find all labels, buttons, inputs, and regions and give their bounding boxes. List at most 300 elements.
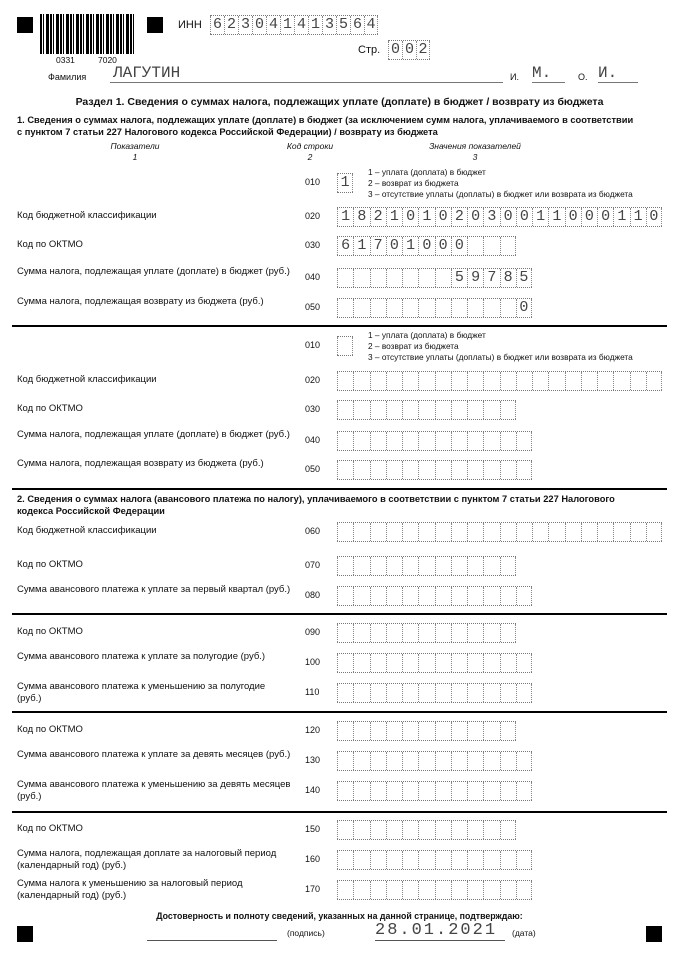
digit-cell[interactable] [370, 557, 386, 575]
digit-cell[interactable] [483, 587, 499, 605]
digit-cell[interactable] [467, 432, 483, 450]
digit-cell[interactable] [386, 851, 402, 869]
digit-cell[interactable]: 7 [483, 269, 499, 287]
digit-cell[interactable]: 1 [353, 237, 369, 255]
digit-cell[interactable] [337, 401, 353, 419]
digit-cell[interactable]: 1 [532, 208, 548, 226]
digit-cell[interactable] [386, 401, 402, 419]
digit-cell[interactable] [337, 722, 353, 740]
value-field[interactable] [337, 751, 532, 771]
digit-cell[interactable] [483, 237, 499, 255]
digit-cell[interactable] [581, 372, 597, 390]
digit-cell[interactable] [353, 782, 369, 800]
digit-cell[interactable] [386, 461, 402, 479]
digit-cell[interactable]: 3 [322, 16, 336, 34]
digit-cell[interactable]: 0 [646, 208, 662, 226]
digit-cell[interactable] [418, 752, 434, 770]
digit-cell[interactable] [467, 881, 483, 899]
digit-cell[interactable] [630, 372, 646, 390]
digit-cell[interactable] [353, 299, 369, 317]
digit-cell[interactable] [435, 587, 451, 605]
digit-cell[interactable] [516, 587, 532, 605]
digit-cell[interactable] [353, 881, 369, 899]
value-field[interactable] [337, 460, 532, 480]
digit-cell[interactable]: 8 [500, 269, 516, 287]
initial-name-field[interactable]: М. [532, 64, 565, 83]
digit-cell[interactable] [500, 654, 516, 672]
digit-cell[interactable]: 1 [613, 208, 629, 226]
digit-cell[interactable] [386, 722, 402, 740]
digit-cell[interactable] [451, 299, 467, 317]
digit-cell[interactable] [646, 523, 662, 541]
digit-cell[interactable] [370, 722, 386, 740]
digit-cell[interactable] [532, 372, 548, 390]
digit-cell[interactable] [516, 654, 532, 672]
digit-cell[interactable] [435, 782, 451, 800]
digit-cell[interactable] [370, 881, 386, 899]
digit-cell[interactable] [483, 624, 499, 642]
digit-cell[interactable]: 1 [280, 16, 294, 34]
value-field[interactable] [337, 586, 532, 606]
digit-cell[interactable] [630, 523, 646, 541]
digit-cell[interactable]: 4 [294, 16, 308, 34]
digit-cell[interactable] [500, 557, 516, 575]
digit-cell[interactable] [402, 684, 418, 702]
digit-cell[interactable] [451, 461, 467, 479]
digit-cell[interactable] [386, 269, 402, 287]
digit-cell[interactable] [337, 782, 353, 800]
digit-cell[interactable]: 1 [548, 208, 564, 226]
digit-cell[interactable] [418, 299, 434, 317]
digit-cell[interactable] [483, 722, 499, 740]
digit-cell[interactable] [500, 587, 516, 605]
digit-cell[interactable]: 2 [370, 208, 386, 226]
digit-cell[interactable]: 1 [308, 16, 322, 34]
digit-cell[interactable] [370, 269, 386, 287]
digit-cell[interactable] [402, 523, 418, 541]
digit-cell[interactable] [483, 372, 499, 390]
digit-cell[interactable] [402, 722, 418, 740]
digit-cell[interactable] [451, 587, 467, 605]
digit-cell[interactable] [435, 523, 451, 541]
digit-cell[interactable]: 1 [337, 208, 353, 226]
digit-cell[interactable] [418, 821, 434, 839]
digit-cell[interactable] [418, 432, 434, 450]
digit-cell[interactable] [435, 752, 451, 770]
digit-cell[interactable] [500, 461, 516, 479]
digit-cell[interactable] [435, 624, 451, 642]
digit-cell[interactable] [353, 684, 369, 702]
digit-cell[interactable]: 3 [238, 16, 252, 34]
digit-cell[interactable] [435, 722, 451, 740]
digit-cell[interactable]: 0 [402, 208, 418, 226]
digit-cell[interactable] [516, 752, 532, 770]
digit-cell[interactable]: 0 [500, 208, 516, 226]
digit-cell[interactable] [516, 881, 532, 899]
digit-cell[interactable] [370, 684, 386, 702]
digit-cell[interactable] [386, 821, 402, 839]
digit-cell[interactable] [370, 587, 386, 605]
digit-cell[interactable] [337, 821, 353, 839]
digit-cell[interactable]: 4 [266, 16, 280, 34]
digit-cell[interactable] [386, 299, 402, 317]
digit-cell[interactable]: 1 [386, 208, 402, 226]
value-field[interactable] [337, 820, 516, 840]
digit-cell[interactable] [353, 523, 369, 541]
digit-cell[interactable] [402, 587, 418, 605]
digit-cell[interactable] [467, 624, 483, 642]
digit-cell[interactable]: 8 [353, 208, 369, 226]
value-field[interactable] [337, 522, 662, 542]
digit-cell[interactable]: 2 [451, 208, 467, 226]
digit-cell[interactable] [386, 881, 402, 899]
digit-cell[interactable] [500, 523, 516, 541]
digit-cell[interactable]: 0 [435, 208, 451, 226]
digit-cell[interactable] [483, 881, 499, 899]
digit-cell[interactable] [337, 557, 353, 575]
digit-cell[interactable]: 0 [597, 208, 613, 226]
digit-cell[interactable] [500, 372, 516, 390]
digit-cell[interactable] [581, 523, 597, 541]
value-field[interactable] [337, 721, 516, 741]
digit-cell[interactable] [418, 722, 434, 740]
digit-cell[interactable] [402, 624, 418, 642]
value-field[interactable] [337, 298, 532, 318]
digit-cell[interactable] [467, 654, 483, 672]
digit-cell[interactable] [370, 654, 386, 672]
digit-cell[interactable] [451, 851, 467, 869]
inn-field[interactable] [210, 15, 378, 35]
digit-cell[interactable]: 1 [402, 237, 418, 255]
digit-cell[interactable] [386, 557, 402, 575]
digit-cell[interactable] [386, 782, 402, 800]
digit-cell[interactable]: 9 [467, 269, 483, 287]
digit-cell[interactable] [451, 372, 467, 390]
digit-cell[interactable] [613, 523, 629, 541]
signature-field[interactable] [147, 928, 277, 941]
digit-cell[interactable] [467, 372, 483, 390]
digit-cell[interactable] [451, 722, 467, 740]
digit-cell[interactable] [483, 461, 499, 479]
digit-cell[interactable] [483, 654, 499, 672]
digit-cell[interactable] [370, 461, 386, 479]
digit-cell[interactable] [451, 821, 467, 839]
digit-cell[interactable]: 6 [210, 16, 224, 34]
digit-cell[interactable] [418, 523, 434, 541]
digit-cell[interactable] [418, 269, 434, 287]
digit-cell[interactable] [370, 752, 386, 770]
digit-cell[interactable] [483, 299, 499, 317]
digit-cell[interactable]: 0 [252, 16, 266, 34]
value-field[interactable] [337, 236, 516, 256]
digit-cell[interactable] [435, 684, 451, 702]
digit-cell[interactable]: 0 [581, 208, 597, 226]
digit-cell[interactable] [402, 782, 418, 800]
digit-cell[interactable]: 1 [337, 174, 353, 192]
digit-cell[interactable] [516, 461, 532, 479]
digit-cell[interactable] [353, 269, 369, 287]
digit-cell[interactable] [337, 523, 353, 541]
digit-cell[interactable] [467, 722, 483, 740]
digit-cell[interactable] [353, 851, 369, 869]
value-field[interactable] [337, 556, 516, 576]
digit-cell[interactable] [370, 851, 386, 869]
digit-cell[interactable] [483, 401, 499, 419]
digit-cell[interactable] [500, 432, 516, 450]
digit-cell[interactable] [435, 654, 451, 672]
digit-cell[interactable] [337, 881, 353, 899]
digit-cell[interactable]: 0 [388, 41, 402, 59]
digit-cell[interactable] [370, 432, 386, 450]
digit-cell[interactable] [467, 752, 483, 770]
digit-cell[interactable] [418, 587, 434, 605]
digit-cell[interactable]: 6 [337, 237, 353, 255]
digit-cell[interactable] [370, 782, 386, 800]
digit-cell[interactable] [467, 237, 483, 255]
digit-cell[interactable] [337, 299, 353, 317]
digit-cell[interactable] [483, 432, 499, 450]
digit-cell[interactable] [597, 372, 613, 390]
digit-cell[interactable]: 0 [402, 41, 416, 59]
digit-cell[interactable] [418, 782, 434, 800]
digit-cell[interactable] [353, 654, 369, 672]
digit-cell[interactable] [337, 752, 353, 770]
digit-cell[interactable] [402, 372, 418, 390]
digit-cell[interactable] [386, 523, 402, 541]
digit-cell[interactable] [500, 401, 516, 419]
digit-cell[interactable] [516, 851, 532, 869]
digit-cell[interactable] [483, 851, 499, 869]
digit-cell[interactable] [418, 624, 434, 642]
digit-cell[interactable] [402, 881, 418, 899]
digit-cell[interactable] [613, 372, 629, 390]
digit-cell[interactable] [451, 401, 467, 419]
digit-cell[interactable] [451, 752, 467, 770]
digit-cell[interactable]: 0 [418, 237, 434, 255]
digit-cell[interactable] [500, 851, 516, 869]
digit-cell[interactable] [516, 523, 532, 541]
digit-cell[interactable]: 2 [224, 16, 238, 34]
digit-cell[interactable]: 2 [416, 41, 430, 59]
digit-cell[interactable] [386, 432, 402, 450]
digit-cell[interactable]: 0 [516, 208, 532, 226]
value-field[interactable] [337, 683, 532, 703]
initial-patronymic-field[interactable]: И. [598, 64, 638, 83]
date-field[interactable]: 28.01.2021 [375, 921, 505, 941]
digit-cell[interactable] [451, 432, 467, 450]
digit-cell[interactable] [565, 523, 581, 541]
surname-field[interactable]: ЛАГУТИН [110, 64, 503, 83]
digit-cell[interactable]: 5 [451, 269, 467, 287]
digit-cell[interactable] [402, 851, 418, 869]
value-field[interactable] [337, 173, 353, 193]
digit-cell[interactable] [483, 557, 499, 575]
digit-cell[interactable] [386, 624, 402, 642]
digit-cell[interactable] [337, 624, 353, 642]
digit-cell[interactable] [402, 269, 418, 287]
digit-cell[interactable] [353, 587, 369, 605]
value-field[interactable] [337, 207, 662, 227]
digit-cell[interactable] [467, 587, 483, 605]
digit-cell[interactable] [370, 523, 386, 541]
digit-cell[interactable]: 6 [350, 16, 364, 34]
value-field[interactable] [337, 371, 662, 391]
digit-cell[interactable] [402, 821, 418, 839]
digit-cell[interactable] [353, 821, 369, 839]
digit-cell[interactable] [467, 523, 483, 541]
value-field[interactable] [337, 880, 532, 900]
digit-cell[interactable] [500, 881, 516, 899]
digit-cell[interactable] [435, 299, 451, 317]
digit-cell[interactable] [337, 851, 353, 869]
digit-cell[interactable] [386, 684, 402, 702]
digit-cell[interactable] [337, 337, 353, 355]
digit-cell[interactable] [467, 557, 483, 575]
digit-cell[interactable] [435, 372, 451, 390]
digit-cell[interactable]: 0 [386, 237, 402, 255]
digit-cell[interactable] [516, 432, 532, 450]
digit-cell[interactable]: 0 [435, 237, 451, 255]
digit-cell[interactable] [451, 684, 467, 702]
value-field[interactable] [337, 268, 532, 288]
digit-cell[interactable] [337, 587, 353, 605]
digit-cell[interactable] [483, 821, 499, 839]
digit-cell[interactable] [451, 782, 467, 800]
digit-cell[interactable] [418, 654, 434, 672]
digit-cell[interactable] [500, 722, 516, 740]
digit-cell[interactable] [467, 821, 483, 839]
digit-cell[interactable] [451, 557, 467, 575]
digit-cell[interactable]: 7 [370, 237, 386, 255]
digit-cell[interactable] [370, 401, 386, 419]
value-field[interactable] [337, 623, 516, 643]
digit-cell[interactable] [386, 752, 402, 770]
digit-cell[interactable] [483, 523, 499, 541]
digit-cell[interactable] [435, 851, 451, 869]
digit-cell[interactable] [386, 587, 402, 605]
digit-cell[interactable] [386, 372, 402, 390]
digit-cell[interactable] [418, 372, 434, 390]
digit-cell[interactable] [337, 432, 353, 450]
digit-cell[interactable]: 0 [467, 208, 483, 226]
digit-cell[interactable]: 0 [516, 299, 532, 317]
digit-cell[interactable] [418, 461, 434, 479]
digit-cell[interactable]: 5 [336, 16, 350, 34]
digit-cell[interactable] [435, 557, 451, 575]
digit-cell[interactable] [500, 237, 516, 255]
digit-cell[interactable] [353, 461, 369, 479]
digit-cell[interactable] [435, 881, 451, 899]
digit-cell[interactable] [483, 752, 499, 770]
digit-cell[interactable] [500, 821, 516, 839]
digit-cell[interactable] [548, 523, 564, 541]
digit-cell[interactable] [597, 523, 613, 541]
digit-cell[interactable] [451, 624, 467, 642]
digit-cell[interactable] [370, 372, 386, 390]
digit-cell[interactable] [402, 299, 418, 317]
digit-cell[interactable] [386, 654, 402, 672]
digit-cell[interactable] [435, 432, 451, 450]
digit-cell[interactable] [402, 401, 418, 419]
digit-cell[interactable] [353, 372, 369, 390]
digit-cell[interactable] [370, 299, 386, 317]
digit-cell[interactable] [353, 401, 369, 419]
digit-cell[interactable] [467, 851, 483, 869]
digit-cell[interactable] [516, 684, 532, 702]
digit-cell[interactable]: 4 [364, 16, 378, 34]
digit-cell[interactable] [548, 372, 564, 390]
digit-cell[interactable] [500, 624, 516, 642]
value-field[interactable] [337, 431, 532, 451]
digit-cell[interactable] [337, 461, 353, 479]
digit-cell[interactable] [516, 782, 532, 800]
digit-cell[interactable] [435, 461, 451, 479]
digit-cell[interactable] [467, 684, 483, 702]
digit-cell[interactable]: 0 [565, 208, 581, 226]
digit-cell[interactable] [451, 654, 467, 672]
digit-cell[interactable] [500, 684, 516, 702]
digit-cell[interactable] [353, 624, 369, 642]
digit-cell[interactable] [337, 684, 353, 702]
value-field[interactable] [337, 336, 353, 356]
digit-cell[interactable] [402, 432, 418, 450]
digit-cell[interactable] [565, 372, 581, 390]
digit-cell[interactable] [402, 752, 418, 770]
digit-cell[interactable] [483, 684, 499, 702]
digit-cell[interactable] [353, 432, 369, 450]
digit-cell[interactable]: 1 [418, 208, 434, 226]
digit-cell[interactable] [500, 752, 516, 770]
digit-cell[interactable] [402, 557, 418, 575]
digit-cell[interactable] [418, 881, 434, 899]
digit-cell[interactable] [467, 401, 483, 419]
digit-cell[interactable] [467, 299, 483, 317]
digit-cell[interactable] [532, 523, 548, 541]
digit-cell[interactable] [435, 401, 451, 419]
digit-cell[interactable] [500, 299, 516, 317]
digit-cell[interactable] [451, 523, 467, 541]
value-field[interactable] [337, 850, 532, 870]
digit-cell[interactable] [418, 557, 434, 575]
digit-cell[interactable] [483, 782, 499, 800]
digit-cell[interactable]: 0 [451, 237, 467, 255]
digit-cell[interactable]: 3 [483, 208, 499, 226]
digit-cell[interactable] [467, 461, 483, 479]
digit-cell[interactable]: 1 [630, 208, 646, 226]
digit-cell[interactable] [353, 752, 369, 770]
digit-cell[interactable] [646, 372, 662, 390]
digit-cell[interactable] [337, 269, 353, 287]
digit-cell[interactable] [337, 372, 353, 390]
digit-cell[interactable] [435, 821, 451, 839]
value-field[interactable] [337, 781, 532, 801]
digit-cell[interactable] [418, 851, 434, 869]
digit-cell[interactable] [370, 624, 386, 642]
digit-cell[interactable] [337, 654, 353, 672]
digit-cell[interactable]: 5 [516, 269, 532, 287]
digit-cell[interactable] [516, 372, 532, 390]
digit-cell[interactable] [402, 654, 418, 672]
digit-cell[interactable] [451, 881, 467, 899]
digit-cell[interactable] [402, 461, 418, 479]
digit-cell[interactable] [418, 401, 434, 419]
digit-cell[interactable] [435, 269, 451, 287]
digit-cell[interactable] [500, 782, 516, 800]
digit-cell[interactable] [353, 557, 369, 575]
digit-cell[interactable] [418, 684, 434, 702]
value-field[interactable] [337, 400, 516, 420]
digit-cell[interactable] [353, 722, 369, 740]
